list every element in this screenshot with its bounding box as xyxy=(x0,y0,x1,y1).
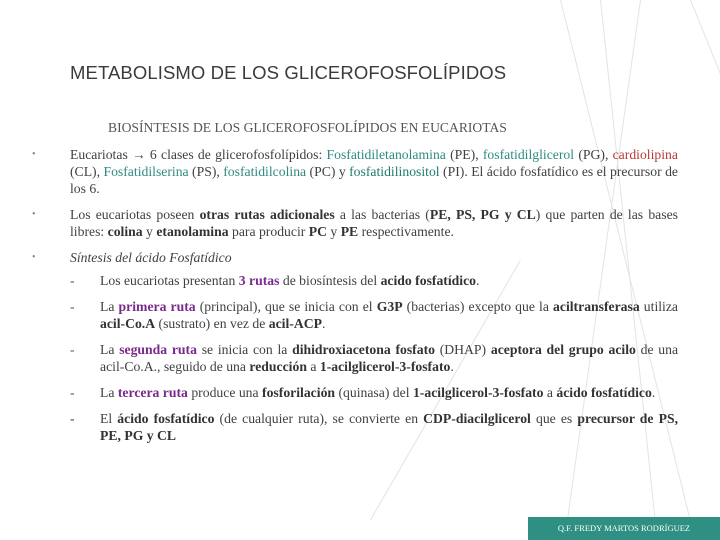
bold-text: PE, PS, PG y CL xyxy=(429,207,536,222)
text: produce una xyxy=(187,385,263,400)
text: Eucariotas → 6 clases de glicerofosfolípidos: xyxy=(70,147,327,162)
dash-icon: - xyxy=(70,411,75,426)
bullet-icon: • xyxy=(32,252,36,263)
text: a xyxy=(543,385,557,400)
term-pc: fosfatidilcolina xyxy=(223,164,307,179)
text: (PE), xyxy=(445,147,483,162)
dash-icon: - xyxy=(70,342,75,357)
bullet-item-rutas-adicionales xyxy=(28,206,678,240)
text: La xyxy=(100,342,120,357)
text: de una acil-Co.A., seguido de una xyxy=(100,342,679,374)
text: (bacterias) excepto que la xyxy=(402,299,554,314)
term-cl: cardiolipina xyxy=(612,147,678,162)
text: . xyxy=(321,316,326,331)
text: . xyxy=(450,359,454,374)
text: Los eucariotas presentan xyxy=(100,273,239,288)
bold-text: dihidroxiacetona fosfato xyxy=(292,342,435,357)
text: a las bacterias ( xyxy=(334,207,430,222)
term-ps: Fosfatidilserina xyxy=(103,164,189,179)
highlight-text: primera ruta xyxy=(118,299,196,314)
bullet-icon: • xyxy=(32,209,36,220)
bold-text: acil-Co.A xyxy=(100,316,156,331)
text: para producir xyxy=(228,224,309,239)
text: utiliza xyxy=(639,299,679,314)
bullet-icon: • xyxy=(32,149,36,160)
bold-text: acido fosfatídico xyxy=(380,273,476,288)
text: (quinasa) del xyxy=(335,385,413,400)
bold-text: 1-acilglicerol-3-fosfato xyxy=(412,385,544,400)
bold-text: PE xyxy=(340,224,359,239)
term-pi: fosfatidilinositol xyxy=(349,164,440,179)
dash-icon: - xyxy=(70,385,75,400)
text: y xyxy=(327,224,341,239)
term-pg: fosfatidilglicerol xyxy=(482,147,575,162)
bullet-item-eucariotas xyxy=(28,146,678,197)
text: (CL), xyxy=(70,164,104,179)
text: que es xyxy=(530,411,578,426)
text: (PG), xyxy=(574,147,613,162)
text: La xyxy=(100,385,118,400)
text: (sustrato) en vez de xyxy=(155,316,269,331)
bold-text: aciltransferasa xyxy=(553,299,640,314)
text: . xyxy=(476,273,480,288)
bold-text: ácido fosfatídico xyxy=(117,411,215,426)
bold-text: PC xyxy=(308,224,327,239)
bold-text: G3P xyxy=(376,299,403,314)
slide-title: METABOLISMO DE LOS GLICEROFOSFOLÍPIDOS xyxy=(70,62,507,83)
bullet-item-sintesis-acido-fosfatidico xyxy=(28,249,678,266)
bold-text: reducción xyxy=(249,359,307,374)
bold-text: 1-acilglicerol-3-fosfato xyxy=(319,359,451,374)
sub-item-3-rutas xyxy=(28,272,678,289)
text: y xyxy=(142,224,157,239)
sub-item-tercera-ruta xyxy=(28,384,678,401)
text: La xyxy=(100,299,119,314)
text: (PI). El ácido fosfatídico es el precursor de los 6. xyxy=(70,164,678,196)
bold-text: CDP-diacilglicerol xyxy=(423,411,531,426)
text: El xyxy=(100,411,118,426)
term-pe: Fosfatidiletanolamina xyxy=(326,147,446,162)
decorative-line xyxy=(690,0,720,501)
bold-text: colina xyxy=(107,224,143,239)
bold-text: fosforilación xyxy=(262,385,336,400)
slide-subtitle: BIOSÍNTESIS DE LOS GLICEROFOSFOLÍPIDOS EN EUCARIOTAS xyxy=(108,120,507,135)
text: se inicia con la xyxy=(196,342,293,357)
sub-item-primera-ruta xyxy=(28,298,678,332)
bold-text: etanolamina xyxy=(156,224,229,239)
text: respectivamente. xyxy=(358,224,454,239)
text: (PC) y xyxy=(306,164,350,179)
text: (de cualquier ruta), se convierte en xyxy=(214,411,424,426)
section-heading: Síntesis del ácido Fosfatídico xyxy=(70,250,232,265)
bold-text: precursor de PS, PE, PG y CL xyxy=(100,411,678,443)
slide-content xyxy=(28,146,678,453)
highlight-text: tercera ruta xyxy=(117,385,188,400)
text: de biosíntesis del xyxy=(279,273,381,288)
sub-item-segunda-ruta xyxy=(28,341,678,375)
footer-author: Q.F. FREDY MARTOS RODRÍGUEZ xyxy=(528,517,720,540)
text: (principal), que se inicia con el xyxy=(195,299,377,314)
text: . xyxy=(651,385,656,400)
highlight-text: 3 rutas xyxy=(238,273,280,288)
bold-text: aceptora del grupo acilo xyxy=(490,342,636,357)
text: a xyxy=(306,359,320,374)
bold-text: acil-ACP xyxy=(268,316,322,331)
text: Los eucariotas poseen xyxy=(70,207,200,222)
text: (DHAP) xyxy=(434,342,491,357)
sub-item-cdp-diacilglicerol xyxy=(28,410,678,444)
dash-icon: - xyxy=(70,299,75,314)
bold-text: ácido fosfatídico xyxy=(556,385,652,400)
bold-text: otras rutas adicionales xyxy=(199,207,335,222)
text: (PS), xyxy=(188,164,224,179)
highlight-text: segunda ruta xyxy=(119,342,197,357)
dash-icon: - xyxy=(70,273,75,288)
text: ) que parten de las bases libres: xyxy=(70,207,678,239)
